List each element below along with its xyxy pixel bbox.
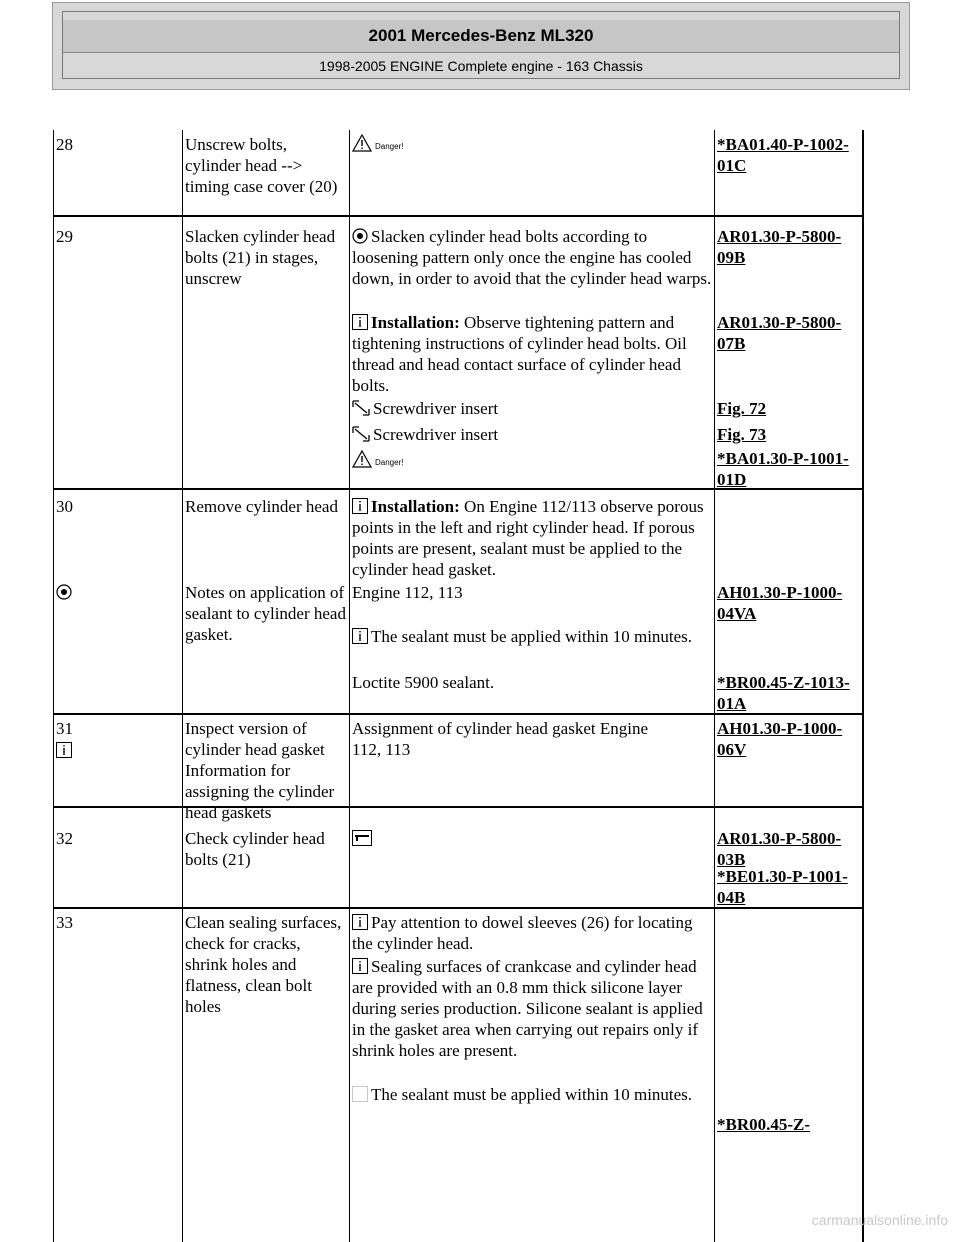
step-number: 32 [56, 829, 73, 848]
page-header [52, 2, 910, 90]
table-border-right [862, 130, 864, 1242]
figure-link[interactable]: Fig. 73 [717, 425, 767, 444]
step-number: 33 [56, 913, 73, 932]
note-content: The sealant must be applied within 10 minutes. [371, 627, 693, 646]
reference-link[interactable]: AR01.30-P-5800-09B [717, 227, 842, 267]
figure-link[interactable]: Fig. 72 [717, 399, 767, 418]
reference-link[interactable]: AH01.30-P-1000-04VA [717, 583, 843, 623]
header-box [62, 11, 900, 79]
operation-text: Check cylinder head bolts (21) [185, 829, 325, 869]
step-number: 30 [56, 497, 73, 516]
row-separator [53, 806, 863, 808]
info-icon [56, 742, 72, 758]
operation-text: Clean sealing surfaces, check for cracks, shrink holes and flatness, clean bolt holes [185, 913, 342, 1016]
installation-label: Installation: [371, 497, 460, 516]
step-number: 31 [56, 719, 73, 738]
note-content: Sealing surfaces of crankcase and cylinder head are provided with an 0.8 mm thick silicone layer during series production. Silicone sealant is applied in the gasket area when carrying out repairs only if shrink holes are present. [352, 957, 703, 1060]
tool-text: Screwdriver insert [373, 425, 499, 444]
operation-text: Remove cylinder head [185, 497, 338, 516]
note-icon [352, 228, 368, 244]
note-content: The sealant must be applied within 10 minutes. [371, 1085, 693, 1104]
assignment-text: Assignment of cylinder head gasket Engine 112, 113 [352, 719, 649, 759]
operation-text: Inspect version of cylinder head gasket Information for assigning the cylinder head gaskets [185, 719, 335, 822]
danger-label: Danger! [375, 458, 404, 467]
note-content: Slacken cylinder head bolts according to loosening pattern only once the engine has cooled down, in order to avoid that the cylinder head warps. [352, 227, 712, 288]
torque-note [352, 828, 375, 849]
tool-text: Screwdriver insert [373, 399, 499, 418]
reference-link[interactable]: *BA01.40-P-1002-01C [717, 135, 849, 175]
info-icon [352, 958, 368, 974]
col-divider-1 [182, 130, 183, 1242]
note-content: Pay attention to dowel sleeves (26) for locating the cylinder head. [352, 913, 693, 953]
special-tool-icon [352, 426, 370, 442]
tool-note [352, 424, 498, 445]
reference-link[interactable]: AR01.30-P-5800-03B [717, 829, 842, 869]
engine-text: Engine 112, 113 [352, 583, 463, 602]
danger-note [352, 134, 403, 157]
note-icon [56, 584, 72, 600]
document-title: 2001 Mercedes-Benz ML320 [63, 20, 899, 53]
operation-text: Unscrew bolts, cylinder head --> timing case cover (20) [185, 135, 338, 196]
danger-icon [352, 450, 372, 468]
info-icon [352, 498, 368, 514]
tool-note [352, 398, 498, 419]
info-note [352, 1084, 712, 1105]
row-separator [53, 215, 863, 217]
info-note [352, 626, 712, 647]
document-subtitle: 1998-2005 ENGINE Complete engine - 163 Chassis [319, 58, 643, 74]
sealant-text: Loctite 5900 sealant. [352, 673, 495, 692]
col-divider-2 [349, 130, 350, 1242]
installation-note [352, 312, 712, 396]
installation-label: Installation: [371, 313, 460, 332]
table-border-left [53, 130, 54, 1242]
note-marker [56, 582, 75, 603]
info-note [352, 956, 714, 1061]
watermark: carmanualsonline.info [811, 1212, 948, 1228]
reference-link[interactable]: *BA01.30-P-1001-01D [717, 449, 849, 489]
info-icon [352, 914, 368, 930]
reference-link[interactable]: *BR00.45-Z-1013-01A [717, 673, 850, 713]
step-number: 28 [56, 135, 73, 154]
col-divider-3 [714, 130, 715, 1242]
operation-text: Slacken cylinder head bolts (21) in stages, unscrew [185, 227, 336, 288]
installation-note [352, 496, 712, 580]
note-content: On Engine 112/113 observe porous points in the left and right cylinder head. If porous points are present, sealant must be applied to the cylinder head gasket. [352, 497, 704, 579]
operation-text: Notes on application of sealant to cylinder head gasket. [185, 583, 346, 644]
danger-icon [352, 134, 372, 152]
reference-link[interactable]: AR01.30-P-5800-07B [717, 313, 842, 353]
step-number: 29 [56, 227, 73, 246]
info-marker [56, 740, 75, 761]
danger-note [352, 450, 403, 473]
info-note [352, 912, 712, 954]
torque-wrench-icon [352, 830, 372, 846]
danger-label: Danger! [375, 142, 404, 151]
special-tool-icon [352, 400, 370, 416]
note-text [352, 226, 712, 289]
info-icon [352, 314, 368, 330]
reference-link[interactable]: *BE01.30-P-1001-04B [717, 867, 848, 907]
info-icon [352, 1086, 368, 1102]
reference-link[interactable]: *BR00.45-Z- [717, 1115, 811, 1134]
reference-link[interactable]: AH01.30-P-1000-06V [717, 719, 843, 759]
note-content: Observe tightening pattern and tightening instructions of cylinder head bolts. Oil thread and head contact surface of cylinder head bolts. [352, 313, 687, 395]
info-icon [352, 628, 368, 644]
